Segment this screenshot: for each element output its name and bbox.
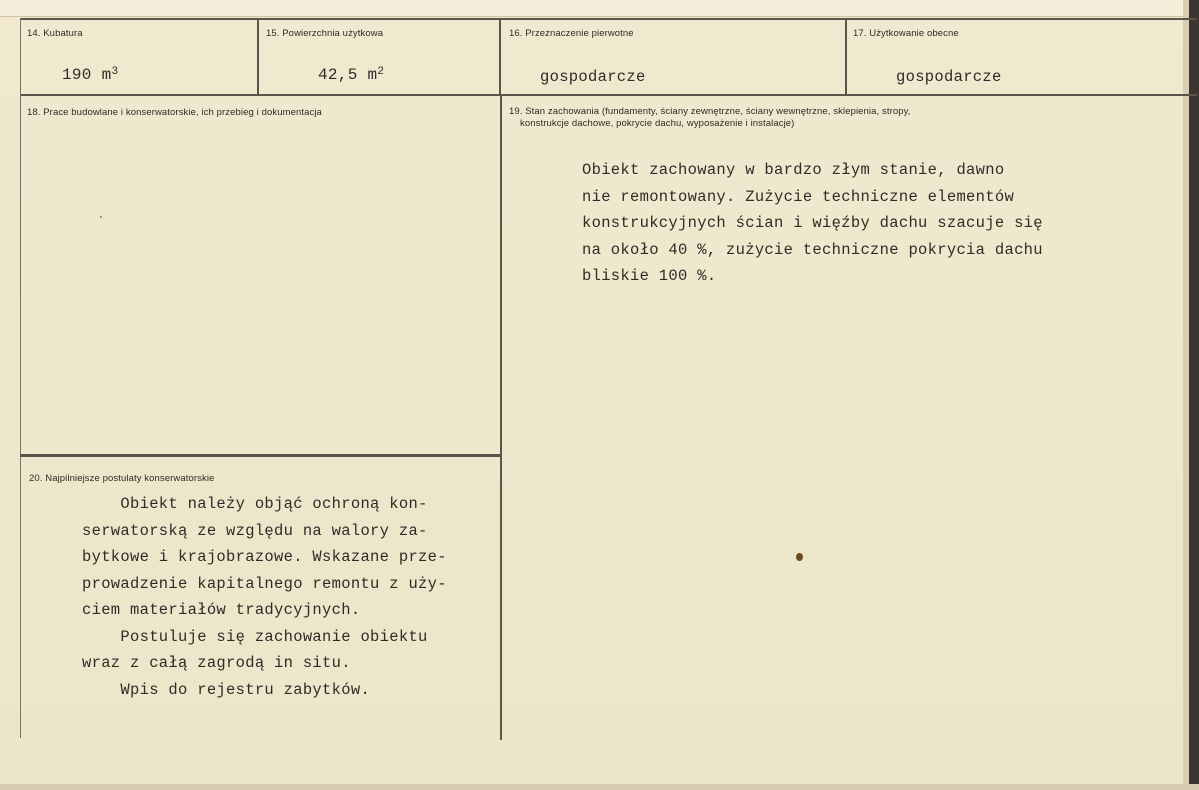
field-15-exponent: 2 [377,66,385,78]
field-16-label: 16. Przeznaczenie pierwotne [509,28,634,39]
field-14-exponent: 3 [111,66,119,78]
field-19-label-line1: 19. Stan zachowania (fundamenty, ściany zewnętrzne, ściany wewnętrzne, sklepienia, stropy, [509,106,911,117]
row1-rule [20,94,1197,96]
field-17-label: 17. Użytkowanie obecne [853,28,959,39]
top-rule [20,18,1197,20]
field-18-label: 18. Prace budowlane i konserwatorskie, ich przebieg i dokumentacja [27,107,322,118]
paper-top-edge [0,0,1199,17]
field-19-text: Obiekt zachowany w bardzo złym stanie, dawno nie remontowany. Zużycie techniczne elementów konstrukcyjnych ścian i więźby dachu szacuje się na około 40 %, zużycie techniczne pokrycia dachu bliskie 100 %. [582,161,1043,285]
field-15-number: 42,5 m [318,66,378,84]
field-14-value [62,66,118,84]
left-rule [20,18,21,738]
field-19-label-line2: konstrukcje dachowe, pokrycie dachu, wyposażenie i instalacje) [520,118,795,129]
dust-speck [100,216,102,218]
field-16-value: gospodarcze [540,68,646,86]
field-15-label: 15. Powierzchnia użytkowa [266,28,384,39]
field-17-value: gospodarcze [896,68,1002,86]
divider-14-15 [257,18,259,96]
paper-bottom-edge [0,784,1199,790]
scan-border [1189,0,1199,790]
field-20-label: 20. Najpilniejsze postulaty konserwatorskie [29,473,215,484]
ink-spot [796,553,803,561]
field-14-number: 190 m [62,66,112,84]
field-14-label: 14. Kubatura [27,28,83,39]
divider-15-16 [499,18,501,96]
row2-rule [20,454,500,457]
field-15-value [318,66,384,84]
divider-16-17 [845,18,847,96]
middle-column-rule [500,94,502,740]
field-20-text: Obiekt należy objąć ochroną kon- serwatorską ze względu na walory za- bytkowe i krajobrazowe. Wskazane prze- prowadzenie kapitalnego remontu z uży- ciem materiałów tradycyjnych. Postuluje się zachowanie obiektu wraz z całą zagrodą in situ. Wpis do rejestru zabytków. [82,495,447,699]
